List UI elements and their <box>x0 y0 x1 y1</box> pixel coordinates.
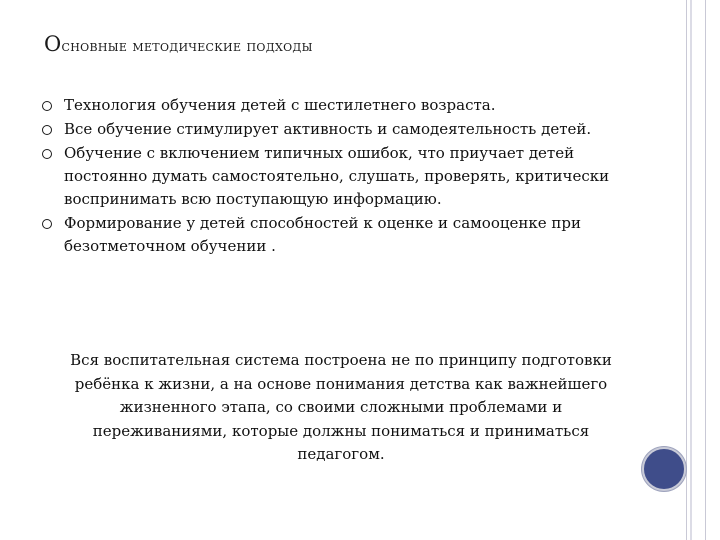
list-item <box>40 118 620 141</box>
slide-border-line <box>705 0 706 540</box>
list-item-text: Формирование у детей способностей к оценке и самооценке при безотметочном обучении . <box>64 214 582 255</box>
list-item-text: Все обучение стимулирует активность и самодеятельность детей. <box>64 120 592 138</box>
slide-border-line <box>686 0 687 540</box>
list-item-text: Обучение с включением типичных ошибок, что приучает детей постоянно думать самостоятельно, слушать, проверять, критически воспринимать всю поступающую информацию. <box>64 144 610 208</box>
decorative-circle-icon <box>642 447 686 491</box>
list-item-text: Технология обучения детей с шестилетнего возраста. <box>64 96 496 114</box>
title-first-letter: О <box>44 32 62 56</box>
circle-bullet-icon <box>42 125 52 135</box>
summary-paragraph: Вся воспитательная система построена не по принципу подготовки ребёнка к жизни, а на основе понимания детства как важнейшего жизненного этапа, со своими сложными проблемами и переживаниями, которые должны пониматься и приниматься педагогом. <box>70 351 612 463</box>
circle-bullet-icon <box>42 101 52 111</box>
bullet-list <box>40 94 620 259</box>
list-item <box>40 212 620 258</box>
list-item <box>40 142 620 211</box>
list-item <box>40 94 620 117</box>
slide-title <box>44 32 313 56</box>
title-rest: сновные методические подходы <box>61 37 313 55</box>
slide-border-line <box>690 0 692 540</box>
circle-bullet-icon <box>42 149 52 159</box>
circle-bullet-icon <box>42 219 52 229</box>
